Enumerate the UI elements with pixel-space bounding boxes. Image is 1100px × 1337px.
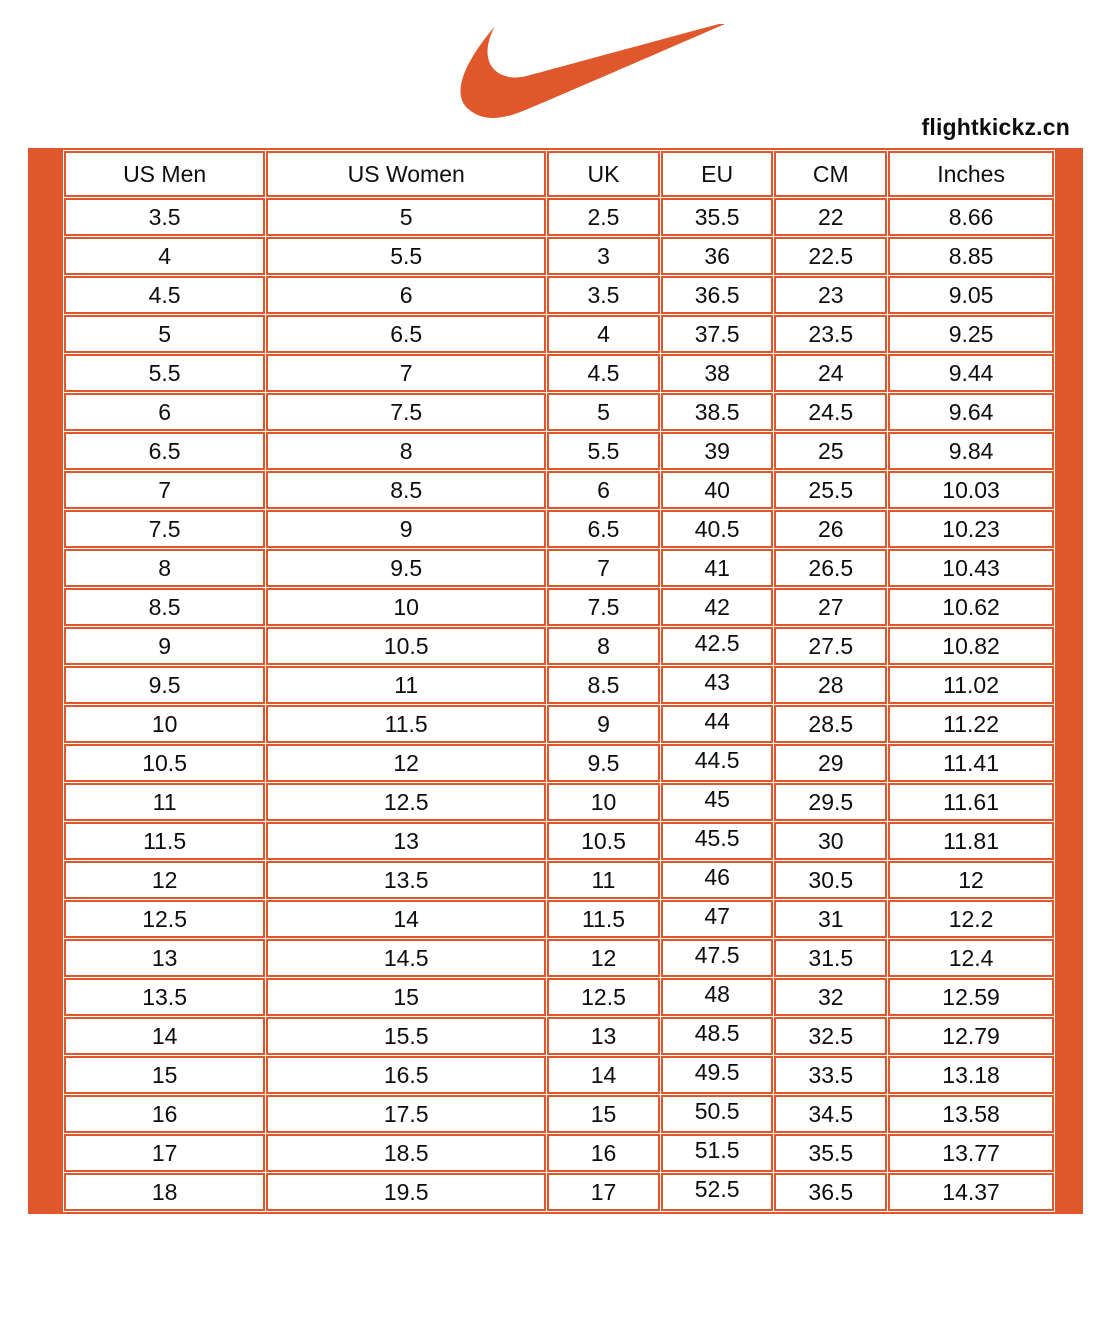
table-row — [64, 705, 1054, 743]
cell-eu: 48 — [661, 978, 774, 1016]
cell-eu: 50.5 — [661, 1095, 774, 1133]
cell-us-women: 13.5 — [266, 861, 546, 899]
cell-us-women: 11.5 — [266, 705, 546, 743]
table-row — [64, 471, 1054, 509]
table-row — [64, 627, 1054, 665]
cell-us-women: 12 — [266, 744, 546, 782]
cell-cm: 24.5 — [774, 393, 887, 431]
cell-us-women: 5.5 — [266, 237, 546, 275]
cell-us-women: 9.5 — [266, 549, 546, 587]
table-row — [64, 861, 1054, 899]
cell-uk: 15 — [547, 1095, 660, 1133]
cell-inches: 11.02 — [888, 666, 1054, 704]
page-header — [0, 0, 1100, 148]
cell-uk: 11 — [547, 861, 660, 899]
cell-us-women: 16.5 — [266, 1056, 546, 1094]
cell-cm: 29.5 — [774, 783, 887, 821]
table-row — [64, 666, 1054, 704]
cell-cm: 28 — [774, 666, 887, 704]
table-row — [64, 354, 1054, 392]
cell-eu: 40.5 — [661, 510, 774, 548]
cell-us-men: 16 — [64, 1095, 265, 1133]
cell-cm: 29 — [774, 744, 887, 782]
cell-eu: 35.5 — [661, 198, 774, 236]
cell-cm: 22.5 — [774, 237, 887, 275]
nike-swoosh-icon — [452, 24, 734, 122]
cell-us-women: 7 — [266, 354, 546, 392]
cell-us-men: 7 — [64, 471, 265, 509]
table-row — [64, 276, 1054, 314]
cell-eu: 40 — [661, 471, 774, 509]
cell-us-men: 5 — [64, 315, 265, 353]
cell-us-women: 6 — [266, 276, 546, 314]
cell-inches: 12.4 — [888, 939, 1054, 977]
column-header-inches: Inches — [888, 151, 1054, 197]
table-header — [64, 151, 1054, 197]
cell-us-women: 13 — [266, 822, 546, 860]
column-header-eu: EU — [661, 151, 774, 197]
cell-uk: 12.5 — [547, 978, 660, 1016]
cell-uk: 4.5 — [547, 354, 660, 392]
cell-inches: 10.82 — [888, 627, 1054, 665]
cell-us-men: 10.5 — [64, 744, 265, 782]
cell-uk: 13 — [547, 1017, 660, 1055]
cell-eu: 37.5 — [661, 315, 774, 353]
cell-inches: 11.22 — [888, 705, 1054, 743]
table-row — [64, 783, 1054, 821]
table-row — [64, 900, 1054, 938]
cell-eu: 47 — [661, 900, 774, 938]
cell-inches: 11.81 — [888, 822, 1054, 860]
cell-us-men: 9 — [64, 627, 265, 665]
cell-eu: 41 — [661, 549, 774, 587]
cell-eu: 38 — [661, 354, 774, 392]
cell-inches: 9.44 — [888, 354, 1054, 392]
cell-us-women: 15.5 — [266, 1017, 546, 1055]
cell-cm: 24 — [774, 354, 887, 392]
cell-us-men: 11 — [64, 783, 265, 821]
cell-eu: 38.5 — [661, 393, 774, 431]
cell-inches: 13.77 — [888, 1134, 1054, 1172]
column-header-uk: UK — [547, 151, 660, 197]
cell-cm: 26.5 — [774, 549, 887, 587]
cell-uk: 2.5 — [547, 198, 660, 236]
cell-inches: 10.43 — [888, 549, 1054, 587]
cell-uk: 8 — [547, 627, 660, 665]
cell-us-women: 8.5 — [266, 471, 546, 509]
cell-eu: 36 — [661, 237, 774, 275]
cell-us-men: 8.5 — [64, 588, 265, 626]
cell-us-women: 10.5 — [266, 627, 546, 665]
frame-strip-left — [28, 148, 61, 1214]
cell-eu: 43 — [661, 666, 774, 704]
cell-us-men: 3.5 — [64, 198, 265, 236]
cell-inches: 9.25 — [888, 315, 1054, 353]
cell-cm: 28.5 — [774, 705, 887, 743]
cell-us-women: 14 — [266, 900, 546, 938]
cell-inches: 10.23 — [888, 510, 1054, 548]
cell-uk: 5.5 — [547, 432, 660, 470]
cell-uk: 5 — [547, 393, 660, 431]
cell-us-women: 8 — [266, 432, 546, 470]
table-row — [64, 822, 1054, 860]
cell-us-men: 15 — [64, 1056, 265, 1094]
cell-inches: 12 — [888, 861, 1054, 899]
cell-eu: 45 — [661, 783, 774, 821]
column-header-us-women: US Women — [266, 151, 546, 197]
cell-us-men: 12.5 — [64, 900, 265, 938]
cell-us-women: 9 — [266, 510, 546, 548]
cell-inches: 9.05 — [888, 276, 1054, 314]
cell-cm: 22 — [774, 198, 887, 236]
cell-us-men: 6.5 — [64, 432, 265, 470]
cell-uk: 9 — [547, 705, 660, 743]
cell-us-men: 6 — [64, 393, 265, 431]
cell-us-men: 5.5 — [64, 354, 265, 392]
cell-inches: 10.62 — [888, 588, 1054, 626]
cell-inches: 9.84 — [888, 432, 1054, 470]
cell-us-women: 12.5 — [266, 783, 546, 821]
cell-us-women: 18.5 — [266, 1134, 546, 1172]
table-row — [64, 198, 1054, 236]
cell-eu: 42.5 — [661, 627, 774, 665]
table-row — [64, 939, 1054, 977]
cell-inches: 8.66 — [888, 198, 1054, 236]
cell-inches: 12.2 — [888, 900, 1054, 938]
table-row — [64, 1173, 1054, 1211]
table-row — [64, 315, 1054, 353]
cell-inches: 9.64 — [888, 393, 1054, 431]
cell-cm: 25.5 — [774, 471, 887, 509]
table-row — [64, 588, 1054, 626]
cell-eu: 44 — [661, 705, 774, 743]
cell-uk: 4 — [547, 315, 660, 353]
cell-us-men: 13.5 — [64, 978, 265, 1016]
cell-us-men: 10 — [64, 705, 265, 743]
cell-cm: 27.5 — [774, 627, 887, 665]
cell-us-men: 7.5 — [64, 510, 265, 548]
cell-us-men: 4 — [64, 237, 265, 275]
cell-eu: 42 — [661, 588, 774, 626]
cell-eu: 44.5 — [661, 744, 774, 782]
cell-eu: 45.5 — [661, 822, 774, 860]
table-row — [64, 432, 1054, 470]
cell-inches: 11.41 — [888, 744, 1054, 782]
cell-inches: 12.79 — [888, 1017, 1054, 1055]
table-body — [64, 198, 1054, 1211]
cell-us-men: 14 — [64, 1017, 265, 1055]
cell-us-women: 7.5 — [266, 393, 546, 431]
cell-eu: 52.5 — [661, 1173, 774, 1211]
cell-uk: 11.5 — [547, 900, 660, 938]
cell-cm: 31.5 — [774, 939, 887, 977]
cell-cm: 32 — [774, 978, 887, 1016]
cell-us-men: 9.5 — [64, 666, 265, 704]
table-row — [64, 1056, 1054, 1094]
cell-cm: 34.5 — [774, 1095, 887, 1133]
cell-us-women: 5 — [266, 198, 546, 236]
cell-uk: 3 — [547, 237, 660, 275]
column-header-cm: CM — [774, 151, 887, 197]
cell-us-men: 12 — [64, 861, 265, 899]
cell-uk: 6 — [547, 471, 660, 509]
cell-uk: 17 — [547, 1173, 660, 1211]
table-row — [64, 393, 1054, 431]
table-row — [64, 1095, 1054, 1133]
cell-cm: 25 — [774, 432, 887, 470]
table-row — [64, 744, 1054, 782]
cell-cm: 35.5 — [774, 1134, 887, 1172]
cell-eu: 48.5 — [661, 1017, 774, 1055]
cell-cm: 36.5 — [774, 1173, 887, 1211]
cell-us-women: 19.5 — [266, 1173, 546, 1211]
cell-uk: 10.5 — [547, 822, 660, 860]
cell-inches: 13.18 — [888, 1056, 1054, 1094]
cell-inches: 11.61 — [888, 783, 1054, 821]
cell-cm: 31 — [774, 900, 887, 938]
cell-inches: 12.59 — [888, 978, 1054, 1016]
cell-eu: 36.5 — [661, 276, 774, 314]
column-header-us-men: US Men — [64, 151, 265, 197]
cell-inches: 13.58 — [888, 1095, 1054, 1133]
table-frame — [28, 148, 1083, 1214]
cell-inches: 10.03 — [888, 471, 1054, 509]
cell-us-men: 13 — [64, 939, 265, 977]
cell-uk: 6.5 — [547, 510, 660, 548]
cell-uk: 8.5 — [547, 666, 660, 704]
cell-eu: 46 — [661, 861, 774, 899]
cell-uk: 10 — [547, 783, 660, 821]
cell-cm: 30 — [774, 822, 887, 860]
cell-us-men: 8 — [64, 549, 265, 587]
cell-cm: 26 — [774, 510, 887, 548]
cell-uk: 7.5 — [547, 588, 660, 626]
watermark-url: flightkickz.cn — [921, 114, 1070, 140]
cell-eu: 39 — [661, 432, 774, 470]
cell-us-women: 10 — [266, 588, 546, 626]
table-row — [64, 1017, 1054, 1055]
cell-inches: 14.37 — [888, 1173, 1054, 1211]
cell-uk: 9.5 — [547, 744, 660, 782]
cell-us-men: 11.5 — [64, 822, 265, 860]
cell-eu: 47.5 — [661, 939, 774, 977]
cell-us-men: 18 — [64, 1173, 265, 1211]
cell-us-women: 6.5 — [266, 315, 546, 353]
cell-cm: 23 — [774, 276, 887, 314]
size-conversion-table — [61, 148, 1057, 1214]
table-row — [64, 237, 1054, 275]
table-row — [64, 549, 1054, 587]
table-row — [64, 510, 1054, 548]
header-row — [64, 151, 1054, 197]
cell-us-women: 11 — [266, 666, 546, 704]
table-row — [64, 1134, 1054, 1172]
cell-uk: 3.5 — [547, 276, 660, 314]
nike-swoosh-path — [461, 24, 727, 118]
cell-us-men: 17 — [64, 1134, 265, 1172]
cell-uk: 7 — [547, 549, 660, 587]
cell-uk: 14 — [547, 1056, 660, 1094]
cell-eu: 51.5 — [661, 1134, 774, 1172]
cell-inches: 8.85 — [888, 237, 1054, 275]
cell-us-women: 14.5 — [266, 939, 546, 977]
frame-strip-right — [1057, 148, 1083, 1214]
cell-uk: 16 — [547, 1134, 660, 1172]
cell-us-women: 17.5 — [266, 1095, 546, 1133]
cell-cm: 33.5 — [774, 1056, 887, 1094]
cell-eu: 49.5 — [661, 1056, 774, 1094]
table-row — [64, 978, 1054, 1016]
cell-cm: 27 — [774, 588, 887, 626]
cell-cm: 30.5 — [774, 861, 887, 899]
cell-us-women: 15 — [266, 978, 546, 1016]
cell-uk: 12 — [547, 939, 660, 977]
cell-cm: 23.5 — [774, 315, 887, 353]
cell-cm: 32.5 — [774, 1017, 887, 1055]
cell-us-men: 4.5 — [64, 276, 265, 314]
